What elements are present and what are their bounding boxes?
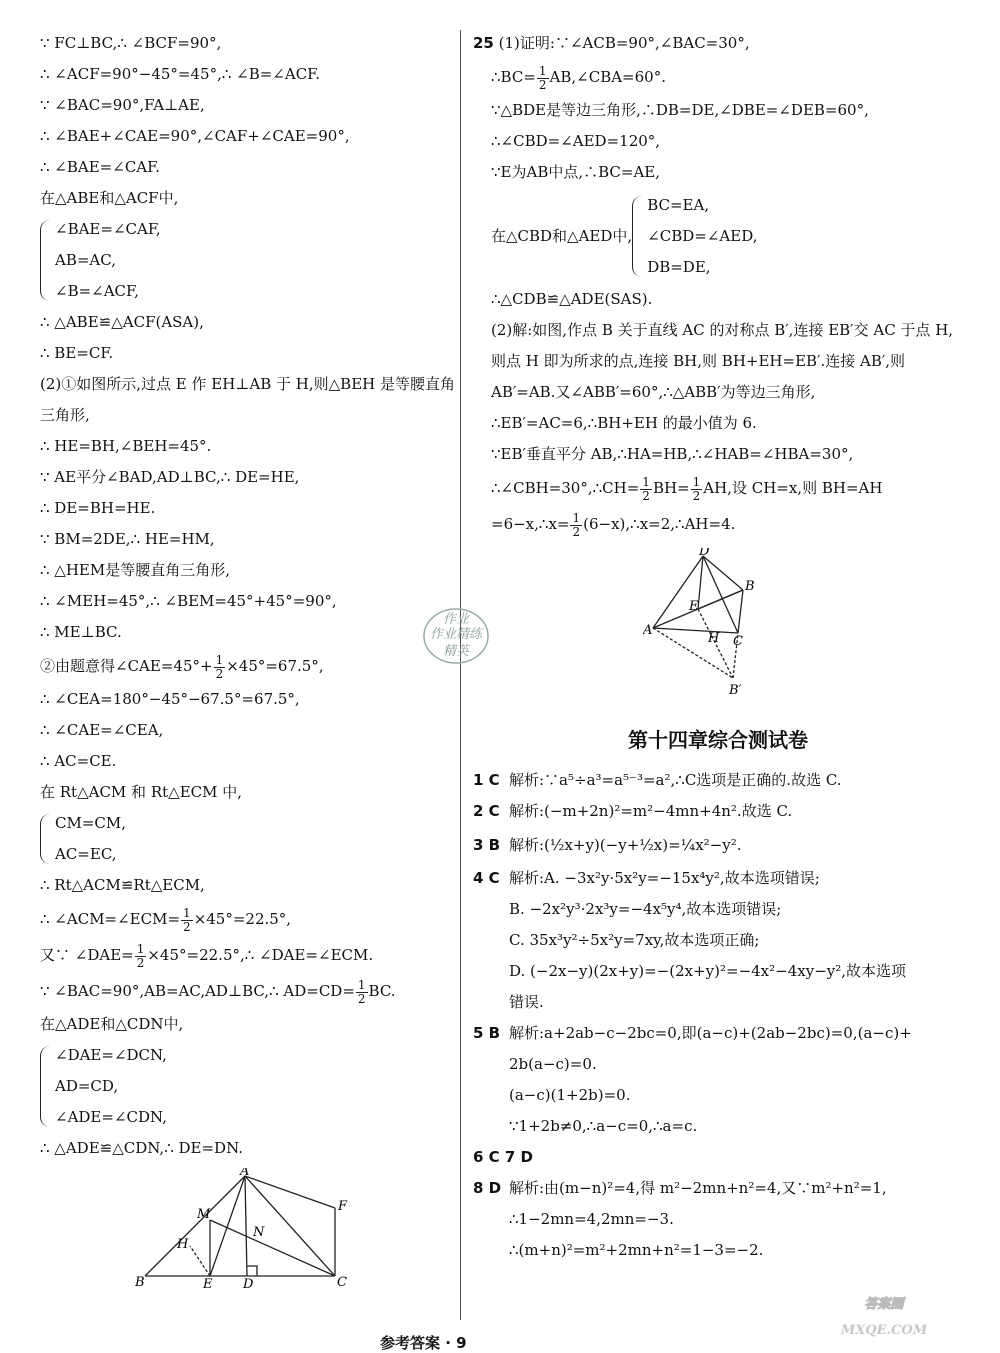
brace-symbol [632, 196, 643, 277]
right-column [473, 28, 963, 1266]
label-M: M [197, 1207, 211, 1222]
label-E: E [203, 1277, 213, 1288]
answer-row [473, 1142, 963, 1173]
numerator: 1 [136, 941, 145, 956]
stamp-bottom: 精英 [442, 644, 470, 659]
text-part: ∴∠CBH=30°,∴CH= [491, 479, 640, 497]
text-line: ∵ BM=2DE,∴ HE=HM, [40, 530, 215, 548]
fraction [135, 943, 147, 970]
fraction [570, 512, 582, 539]
brace-item: ∠CBD=∠AED, [647, 226, 758, 245]
text-line [473, 28, 963, 59]
text-part: ×45°=22.5°,∴ ∠DAE=∠ECM. [147, 946, 374, 964]
answer-continuation: 2b(a−c)=0. [509, 1055, 597, 1073]
answer-continuation: B. −2x²y³·2x³y=−4x⁵y⁴,故本选项错误; [509, 900, 782, 918]
brace-group [40, 214, 455, 307]
numerator: 1 [538, 63, 547, 78]
left-column [40, 28, 455, 1292]
answer-choice: C [488, 869, 500, 887]
brace-item: ∠B=∠ACF, [55, 282, 139, 300]
fraction [691, 476, 703, 503]
text-line: ∵ ∠BAC=90°,FA⊥AE, [40, 96, 205, 114]
denominator: 2 [538, 77, 547, 92]
text-line: ∵ FC⊥BC,∴ ∠BCF=90°, [40, 34, 222, 52]
text-line: ∵E为AB中点,∴BC=AE, [491, 163, 661, 181]
answer-explanation: 解析:(−m+2n)²=m²−4mn+4n².故选 C. [509, 802, 793, 820]
answer-explanation: 解析:(½x+y)(−y+½x)=¼x²−y². [509, 836, 742, 854]
brace-group [40, 1040, 455, 1133]
text-line: ∵ AE平分∠BAD,AD⊥BC,∴ DE=HE, [40, 468, 300, 486]
watermark-sub: MXQE.COM [840, 1323, 928, 1338]
brace-item: ∠BAE=∠CAF, [55, 220, 161, 238]
number-text: 1 [473, 771, 484, 789]
text-line: ∴ ME⊥BC. [40, 623, 122, 641]
fraction [640, 476, 652, 503]
text-line: (2)①如图所示,过点 E 作 EH⊥AB 于 H,则△BEH 是等腰直角 [40, 375, 456, 393]
denominator: 2 [642, 488, 650, 503]
text-line [40, 648, 455, 684]
answer-number [473, 796, 509, 827]
text-part: (1)证明:∵∠ACB=90°,∠BAC=30°, [498, 34, 750, 52]
fraction [181, 907, 193, 934]
brace-item: ∠ADE=∠CDN, [55, 1108, 167, 1126]
denominator: 2 [357, 991, 366, 1006]
text-line: ∴ HE=BH,∠BEH=45°. [40, 437, 212, 455]
number-text: 6 [473, 1148, 484, 1166]
answer-explanation: 解析:由(m−n)²=4,得 m²−2mn+n²=4,又∵m²+n²=1, [509, 1179, 887, 1197]
fraction [537, 65, 549, 92]
answer-choice: D [488, 1179, 502, 1197]
watermark-main: 答案圈 [864, 1297, 904, 1312]
answer-choice: B [488, 1024, 501, 1042]
text-line: ∴ ∠CAE=∠CEA, [40, 721, 164, 739]
brace-group [40, 808, 455, 870]
text-line: 在△ABE和△ACF中, [40, 189, 179, 207]
text-line: ∴ ∠BAE=∠CAF. [40, 158, 160, 176]
text-line: ∴∠CBD=∠AED=120°, [491, 132, 661, 150]
stamp-mid: 作业精练 [429, 627, 483, 642]
number-text: 4 [473, 869, 484, 887]
answer-row [473, 827, 963, 863]
denominator: 2 [183, 919, 191, 934]
text-part: AH,设 CH=x,则 BH=AH [703, 479, 883, 497]
answer-continuation: ∵1+2b≠0,∴a−c=0,∴a=c. [509, 1117, 698, 1135]
text-line [473, 59, 963, 95]
text-part: 在△CBD和△AED中, [491, 226, 633, 245]
brace-item: AD=CD, [55, 1077, 119, 1095]
denominator: 2 [572, 524, 581, 539]
answer-continuation: ∴1−2mn=4,2mn=−3. [509, 1210, 674, 1228]
text-line [40, 901, 455, 937]
answer-number [473, 827, 509, 863]
answer-row [473, 863, 963, 894]
answer-continuation: ∴(m+n)²=m²+2mn+n²=1−3=−2. [509, 1241, 764, 1259]
text-line: ∴ ∠MEH=45°,∴ ∠BEM=45°+45°=90°, [40, 592, 337, 610]
text-line [40, 973, 455, 1009]
label-D: D [243, 1277, 254, 1288]
brace-symbol [40, 220, 51, 301]
label-F: F [338, 1199, 348, 1214]
answer-continuation: C. 35x³y²÷5x²y=7xy,故本选项正确; [509, 931, 760, 949]
text-part: ②由题意得∠CAE=45°+ [40, 657, 213, 675]
brace-symbol [40, 1046, 51, 1127]
text-line: ∴ ∠CEA=180°−45°−67.5°=67.5°, [40, 690, 300, 708]
geometry-figure-1 [135, 1168, 375, 1288]
text-line: ∴ AC=CE. [40, 752, 117, 770]
text-line: 在△ADE和△CDN中, [40, 1015, 184, 1033]
answer-continuation: (a−c)(1+2b)=0. [509, 1086, 631, 1104]
text-line: ∴△CDB≌△ADE(SAS). [491, 290, 653, 308]
numerator: 1 [572, 510, 581, 525]
numerator: 1 [215, 652, 224, 667]
numerator: 1 [642, 474, 650, 489]
text-part: BC. [368, 982, 396, 1000]
text-line: ∴ △ADE≌△CDN,∴ DE=DN. [40, 1139, 244, 1157]
text-line [473, 188, 963, 284]
answer-explanation: 解析:a+2ab−c−2bc=0,即(a−c)+(2ab−2bc)=0,(a−c)+ [509, 1024, 912, 1042]
text-line: ∴ ∠ACF=90°−45°=45°,∴ ∠B=∠ACF. [40, 65, 321, 83]
brace-item: BC=EA, [647, 195, 710, 214]
answer-continuation: 错误. [509, 993, 544, 1011]
answer-row [473, 1018, 963, 1049]
denominator: 2 [215, 666, 224, 681]
text-line [40, 937, 455, 973]
answer-row [473, 796, 963, 827]
text-part: AB,∠CBA=60°. [549, 68, 666, 86]
text-part: =6−x,∴x= [491, 515, 570, 533]
label-B-prime: B′ [729, 683, 742, 698]
answer-explanation: 解析:A. −3x²y·5x²y=−15x⁴y²,故本选项错误; [509, 869, 820, 887]
geometry-figure-2 [643, 548, 773, 698]
numerator: 1 [357, 977, 366, 992]
label-C: C [733, 634, 743, 649]
answer-row [473, 765, 963, 796]
brace-symbol [40, 814, 51, 864]
text-line [473, 506, 963, 542]
text-line: ∵EB′垂直平分 AB,∴HA=HB,∴∠HAB=∠HBA=30°, [491, 445, 854, 463]
label-C: C [337, 1275, 347, 1288]
column-divider [460, 30, 461, 1320]
answer-choice: C [488, 771, 500, 789]
answer-explanation: 解析:∵a⁵÷a³=a⁵⁻³=a²,∴C选项是正确的.故选 C. [509, 771, 842, 789]
text-line [473, 470, 963, 506]
label-H: H [708, 631, 720, 646]
section-title: 第十四章综合测试卷 [628, 728, 808, 752]
answer-row [473, 1173, 963, 1204]
brace-group [632, 190, 757, 283]
answer-number [473, 863, 509, 894]
stamp-top: 作业 [442, 612, 470, 627]
text-line: ∴ DE=BH=HE. [40, 499, 156, 517]
text-line: ∵△BDE是等边三角形,∴DB=DE,∠DBE=∠DEB=60°, [491, 101, 869, 119]
text-part: ×45°=67.5°, [226, 657, 324, 675]
label-A: A [643, 623, 653, 638]
text-line: ∴ BE=CF. [40, 344, 114, 362]
text-line: ∴ Rt△ACM≌Rt△ECM, [40, 876, 205, 894]
number-text: 8 [473, 1179, 484, 1197]
label-E: E [689, 599, 699, 614]
numerator: 1 [692, 474, 701, 489]
text-paragraph: (2)解:如图,作点 B 关于直线 AC 的对称点 B′,连接 EB′交 AC 于点 H,则点 H 即为所求的点,连接 BH,则 BH+EH=EB′.连接 AB′,则 AB′=AB.又∠ABB′=60°,∴△ABB′为等边三角形, [491, 321, 954, 401]
text-part: ×45°=22.5°, [193, 910, 292, 928]
brace-item: DB=DE, [647, 257, 711, 276]
brace-item: AC=EC, [55, 845, 117, 863]
label-H: H [177, 1237, 189, 1252]
brace-item: CM=CM, [55, 814, 127, 832]
answer-choice: B [488, 836, 501, 854]
answer-choice: C 7 D [488, 1148, 534, 1166]
text-line: 在 Rt△ACM 和 Rt△ECM 中, [40, 783, 243, 801]
label-A: A [240, 1168, 250, 1179]
number-text: 2 [473, 802, 484, 820]
text-part: (6−x),∴x=2,∴AH=4. [583, 515, 736, 533]
brace-item: ∠DAE=∠DCN, [55, 1046, 167, 1064]
answer-number [473, 765, 509, 796]
brace-item: AB=AC, [55, 251, 116, 269]
text-part: 又∵ ∠DAE= [40, 946, 134, 964]
answer-number [473, 1142, 533, 1173]
answer-number [473, 1018, 509, 1049]
number-text: 5 [473, 1024, 484, 1042]
text-part: ∴ ∠ACM=∠ECM= [40, 910, 181, 928]
text-line: ∴ △HEM是等腰直角三角形, [40, 561, 231, 579]
text-line: 三角形, [40, 406, 90, 424]
label-D: D [699, 548, 710, 559]
text-line: ∴ ∠BAE+∠CAE=90°,∠CAF+∠CAE=90°, [40, 127, 350, 145]
answer-continuation: D. (−2x−y)(2x+y)=−(2x+y)²=−4x²−4xy−y²,故本选项 [509, 962, 907, 980]
fraction [214, 654, 226, 681]
denominator: 2 [136, 955, 145, 970]
number-text: 3 [473, 836, 484, 854]
text-part: ∴BC= [491, 68, 536, 86]
page-footer: 参考答案 · 9 [380, 1334, 467, 1352]
label-B: B [135, 1275, 145, 1288]
text-part: ∵ ∠BAC=90°,AB=AC,AD⊥BC,∴ AD=CD= [40, 982, 355, 1000]
label-B: B [745, 579, 755, 594]
watermark-logo [784, 1268, 984, 1340]
fraction [356, 979, 368, 1006]
label-N: N [253, 1225, 265, 1240]
text-line: ∴EB′=AC=6,∴BH+EH 的最小值为 6. [491, 414, 757, 432]
text-line: ∴ △ABE≌△ACF(ASA), [40, 313, 204, 331]
numerator: 1 [183, 905, 191, 920]
answer-number [473, 1173, 509, 1204]
question-number: 25 [473, 34, 494, 52]
text-part: BH= [652, 479, 690, 497]
denominator: 2 [692, 488, 701, 503]
answer-choice: C [488, 802, 500, 820]
